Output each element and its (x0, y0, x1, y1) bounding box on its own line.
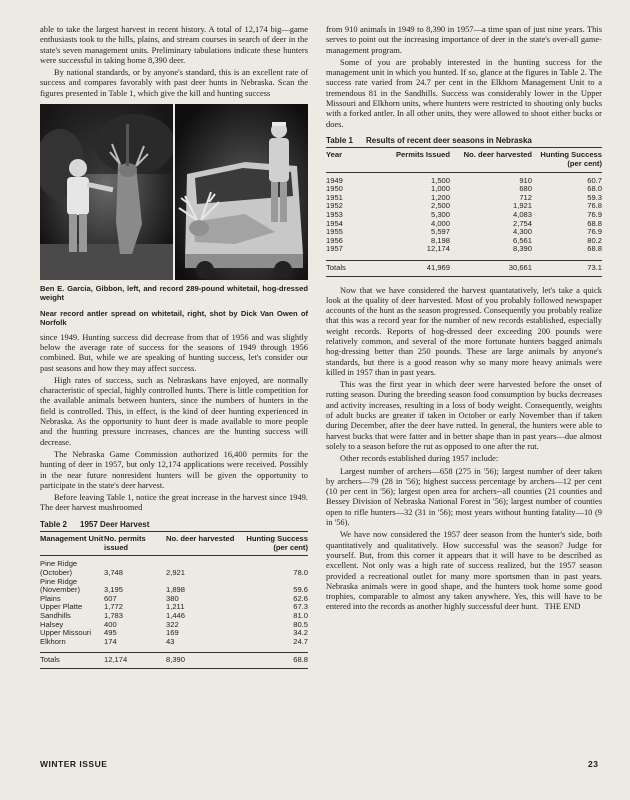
table-header: Management Unit (40, 533, 104, 543)
table-cell: 34.2 (293, 628, 308, 638)
table-cell: 1,200 (430, 192, 450, 202)
table-cell: 2,754 (512, 218, 532, 228)
table-cell: 174 (104, 636, 117, 646)
photo-caption: Ben E. Garcia, Gibbon, left, and record 289-pound whitetail, hog-dressed weight (40, 284, 308, 303)
table-cell: 1956 (326, 235, 343, 245)
table-cell: Elkhorn (40, 636, 66, 646)
table-cell: 43 (166, 636, 175, 646)
table-cell (244, 556, 308, 569)
paragraph: By national standards, or by anyone's standard, this is an excellent rate of success and compares favorably with past deer hunts in Nebraska. Scan the figures presented in Table 1, which give the kill and hunting success (40, 67, 308, 98)
table-row (326, 228, 602, 237)
paragraph: Other records established during 1957 include: (340, 453, 499, 464)
table-row (326, 202, 602, 211)
table-cell: 1954 (326, 218, 343, 228)
table-row (326, 211, 602, 220)
table-cell: 607 (104, 593, 117, 603)
table-cell: 1,921 (512, 201, 532, 211)
table-total-cell: Totals (326, 262, 346, 272)
paragraph: Now that we have considered the harvest quantatatively, let's take a quick look at the quality of deer harvested. Most of you probably followed newspaper accounts of the hunt as the season progressed. Consequently you probably realize that this was a record year for the number of new records established, especially weight records. Reports of hog-dressed deer exceeding 200 pounds were relatively common, and several of the more fortunate hunters bagged animals hog-dressing better than 250 pounds. These are large animals by anyone's standards, but there is a good reason why so many more heavy animals were killed in 1957 than in past years. (326, 284, 602, 377)
table-cell: 495 (104, 628, 117, 638)
table-cell: 169 (166, 628, 179, 638)
table-cell: 6,561 (512, 235, 532, 245)
table-cell: 380 (166, 593, 179, 603)
table-1-caption: Results of recent deer seasons in Nebraska (366, 135, 532, 145)
table-cell: 5,597 (430, 227, 450, 237)
table-cell: 78.0 (293, 567, 308, 577)
table-cell: Pine Ridge (40, 576, 78, 586)
table-total-row (40, 653, 308, 669)
table-cell: 68.0 (587, 184, 602, 194)
table-cell: 1,898 (166, 585, 186, 595)
table-cell: 1949 (326, 175, 343, 185)
table-cell: 5,300 (430, 209, 450, 219)
table-cell: 4,000 (430, 218, 450, 228)
paragraph: Before leaving Table 1, notice the great increase in the harvest since 1949. The deer harvest mushroomed (40, 492, 308, 513)
table-cell: Sandhills (40, 610, 71, 620)
paragraph: This was the first year in which deer were harvested before the onset of rutting season. During the breeding season food consumption by bucks decreases and activity increases, resulting in a loss of body weight. Consequently, weights of adult bucks are greater if taken in October or early November than if taken during December, after the deer have rutted. In general, the hunters were able to harvest bucks that were fatter and in better shape than in past years—due almost solely to a season before the rut as opposed to one after the rut. (326, 379, 602, 451)
table-cell: 62.6 (293, 593, 308, 603)
photo-hunter-with-buck (40, 104, 173, 280)
table-cell (104, 556, 166, 569)
table-header: Hunting Success (per cent) (540, 149, 602, 168)
table-cell: 76.9 (587, 227, 602, 237)
the-end-mark: THE END (544, 601, 581, 612)
table-header: No. deer harvested (166, 533, 235, 543)
table-cell: 80.2 (587, 235, 602, 245)
table-cell: 68.8 (587, 218, 602, 228)
table-cell: 76.9 (587, 209, 602, 219)
table-header: No. permits issued (104, 533, 146, 552)
table-row (326, 172, 602, 185)
table-cell: 680 (519, 184, 532, 194)
right-column (326, 24, 602, 614)
table-header: Year (326, 149, 343, 159)
table-cell: 1950 (326, 184, 343, 194)
table-total-cell: 41,969 (426, 262, 450, 272)
table-2-caption: 1957 Deer Harvest (80, 519, 150, 529)
table-row (40, 556, 308, 569)
left-column (40, 24, 308, 669)
table-cell: 4,083 (512, 209, 532, 219)
table-cell: 4,300 (512, 227, 532, 237)
table-total-row (326, 260, 602, 276)
photo-caption: Near record antler spread on whitetail, right, shot by Dick Van Owen of Norfolk (40, 308, 308, 328)
table-cell: 76.8 (587, 201, 602, 211)
paragraph: since 1949. Hunting success did decrease from that of 1956 and was slightly below the average rate of success for the seasons of 1949 through 1956 combined. But, while we are speaking of hunting success, let's consider our past seasons and how they may affect success. (40, 331, 308, 373)
table-2-label: Table 2 (40, 519, 67, 529)
table-cell: 3,195 (104, 585, 124, 595)
table-cell: 1,446 (166, 610, 186, 620)
issue-label: WINTER ISSUE (40, 759, 108, 769)
table-cell: Halsey (40, 619, 64, 629)
table-row (326, 237, 602, 246)
table-cell: 80.5 (293, 619, 308, 629)
table-cell: 2,921 (166, 567, 186, 577)
paragraph: The Nebraska Game Commission authorized 16,400 permits for the hunting of deer in 1957, but only 12,174 applications were received. Possibly in the near future nonresident hunters will be given the opportunity to participate in the state's deer harvest. (40, 448, 308, 490)
table-total-cell: Totals (40, 655, 60, 665)
paragraph-text: We have now considered the 1957 deer season from the hunter's side, both quantitatively and qualitatively. How successful was the season? Judge for yourself. But, from this corner it appears that it will have to be described as excellent. Not only was a high rate of success realized, but the 1957 season provided a recreational outlet for many more sportsmen than in past years. Nebraska animals were in good shape, and the hunters took home some good trophies, comparable to almost any taken anywhere. Yes, this will have to be entered into the records as another highly successful deer hunt. (326, 529, 602, 612)
table-cell: 24.7 (293, 636, 308, 646)
table-header: Hunting Success (per cent) (246, 533, 308, 552)
table-cell: 1,211 (166, 602, 185, 612)
table-cell: 1952 (326, 201, 343, 211)
table-cell: 1955 (326, 227, 343, 237)
table-1-title (326, 136, 602, 145)
table-cell: 8,390 (512, 244, 532, 254)
table-cell: 60.7 (587, 175, 602, 185)
table-cell: (November) (40, 585, 81, 595)
paragraph: able to take the largest harvest in recent history. A total of 12,174 big—game enthusiasts took to the hills, plains, and stream courses in search of deer in the state's seven management units. Preliminary tabulations indicate these hunters were successful in taking home 8,390 deer. (40, 24, 308, 65)
table-header: No. deer harvested (463, 149, 532, 159)
table-cell: 1,783 (104, 610, 124, 620)
table-row (326, 245, 602, 254)
table-row (326, 220, 602, 229)
table-cell: 3,748 (104, 567, 124, 577)
table-cell: 1951 (326, 192, 343, 202)
photo-buck-on-car (175, 104, 308, 280)
table-cell: (October) (40, 567, 73, 577)
table-total-cell: 8,390 (166, 655, 186, 665)
table-cell: 59.3 (587, 192, 602, 202)
table-cell: 1,000 (430, 184, 450, 194)
table-cell: 59.6 (293, 585, 308, 595)
photo-pair (40, 104, 308, 280)
photo-buck-on-car-image (175, 104, 308, 280)
page-number: 23 (588, 759, 599, 769)
table-cell: 8,198 (430, 235, 450, 245)
table-cell: Upper Platte (40, 602, 83, 612)
table-cell: 400 (104, 619, 117, 629)
table-cell: 68.8 (587, 244, 602, 254)
table-cell: 910 (519, 175, 532, 185)
table-row (326, 185, 602, 194)
table-1 (326, 147, 602, 277)
table-cell: Pine Ridge (40, 559, 78, 569)
paragraph: from 910 animals in 1949 to 8,390 in 1957—a time span of just nine years. This serves to point out the increasing importance of deer in the state's over-all game-management program. (326, 24, 602, 55)
table-total-cell: 30,661 (508, 262, 532, 272)
table-cell: 2,500 (430, 201, 450, 211)
table-cell: Plains (40, 593, 61, 603)
table-row (40, 569, 308, 578)
paragraph: High rates of success, such as Nebraskans have enjoyed, are normally characteristic of special, highly controlled hunts. There is little competition for the available animals between hunters, since the numbers of hunters in the field is controlled. This, in effect, is the kind of deer hunting experienced in Nebraska. As the opportunity to hunt deer is made available to more people and the hunting pressure increases, chances are the hunting success will decrease. (40, 374, 308, 447)
table-header: Permits Issued (395, 149, 450, 159)
photo-hunter-with-buck-image (40, 104, 173, 280)
table-row (326, 194, 602, 203)
table-row (40, 638, 308, 647)
table-cell: 1,500 (430, 175, 450, 185)
table-1-label: Table 1 (326, 135, 353, 145)
table-cell: 322 (166, 619, 179, 629)
paragraph: Largest number of archers—658 (275 in '56); largest number of deer taken by archers—79 (28 in '56); highest success percentage by archers—12 per cent (10 per cent in '56); largest open area for archers--all counties (21 counties and Bessey Division of Nebraska National Forest in '56); largest number of counties open to rifle hunters—32 (31 in '56); most years without hunting fatality—10 (9 in '56). (326, 465, 602, 528)
table-cell (166, 556, 244, 569)
table-2-title (40, 520, 308, 529)
table-2 (40, 531, 308, 669)
table-cell: 1,772 (104, 602, 124, 612)
table-cell: 1953 (326, 209, 343, 219)
table-row (40, 629, 308, 638)
table-cell: 1957 (326, 244, 343, 254)
table-cell: 12,174 (426, 244, 450, 254)
paragraph: Some of you are probably interested in the hunting success for the management unit in which you hunted. If so, glance at the figures in Table 2. The success rate varied from 24.7 per cent in the Elkhorn Management Unit to a tremendous 81 in the Sandhills. Success was considerably lower in the Upper Missouri and Elkhorn units, where hunters were restricted to shooting only bucks with a forked antler. In all other units, they were allowed to shoot either bucks or does. (326, 56, 602, 129)
table-total-cell: 73.1 (587, 262, 602, 272)
table-cell: Upper Missouri (40, 628, 92, 638)
paragraph (326, 529, 602, 611)
table-total-cell: 12,174 (104, 655, 128, 665)
table-cell: 712 (519, 192, 532, 202)
table-cell: 81.0 (293, 610, 308, 620)
table-total-cell: 68.8 (293, 655, 308, 665)
table-cell: 67.3 (293, 602, 308, 612)
